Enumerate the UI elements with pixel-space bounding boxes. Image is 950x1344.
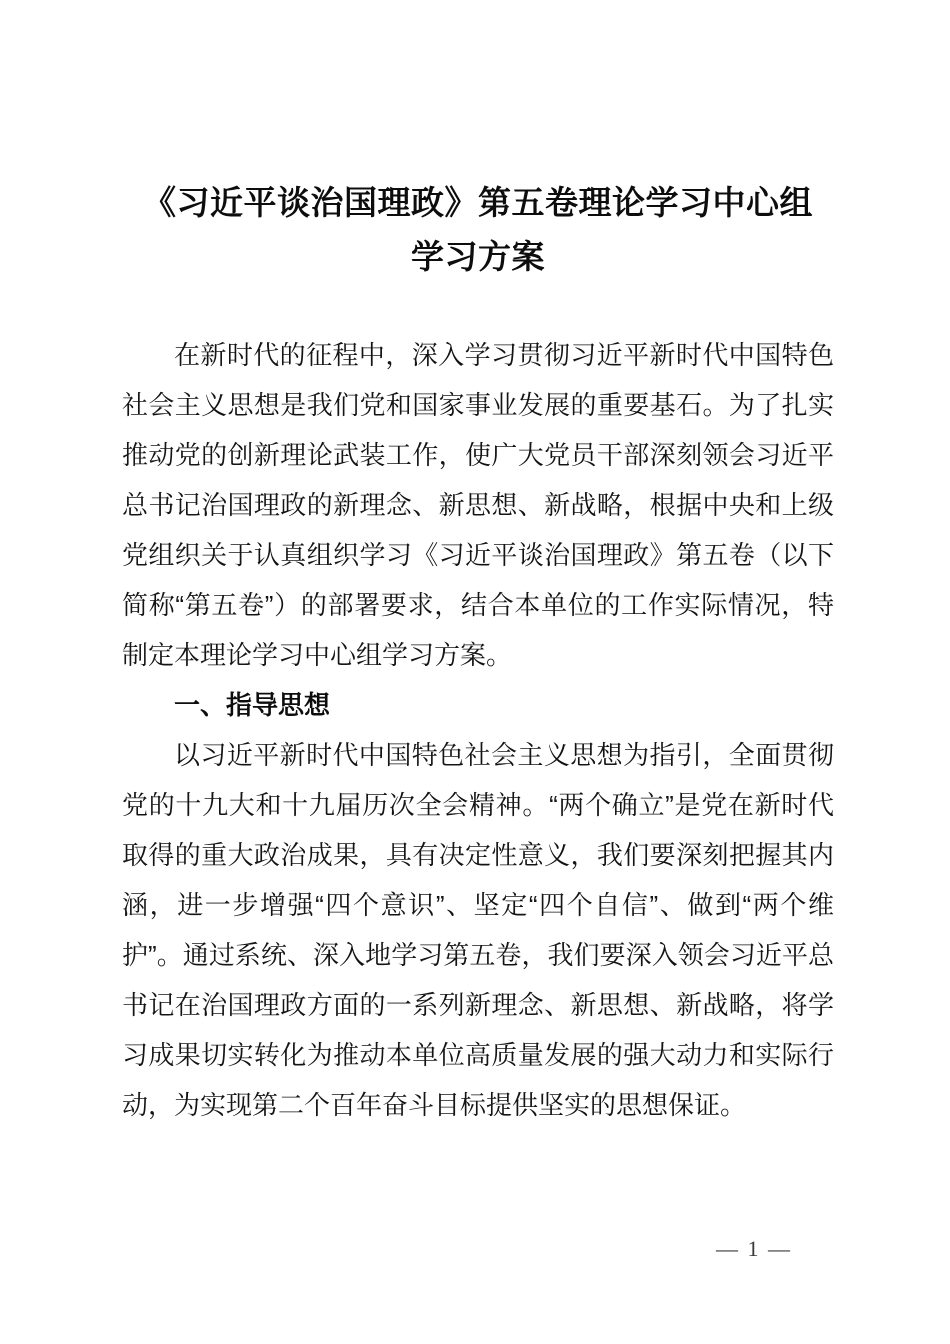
paragraph-introduction: 在新时代的征程中，深入学习贯彻习近平新时代中国特色社会主义思想是我们党和国家事业发展的重要基石。为了扎实推动党的创新理论武装工作，使广大党员干部深刻领会习近平总书记治国理政的新理念、新思想、新战略，根据中央和上级党组织关于认真组织学习《习近平谈治国理政》第五卷（以下简称“第五卷”）的部署要求，结合本单位的工作实际情况，特制定本理论学习中心组学习方案。	[122, 340, 834, 670]
title-line-1: 《习近平谈治国理政》第五卷理论学习中心组	[143, 184, 813, 221]
title-line-2: 学习方案	[411, 238, 545, 275]
section-heading-guiding-ideology: 一、指导思想	[174, 690, 331, 720]
page-number: — 1 —	[716, 1236, 792, 1261]
document-title	[122, 176, 834, 284]
paragraph-guiding-ideology-body: 以习近平新时代中国特色社会主义思想为指引，全面贯彻党的十九大和十九届历次全会精神。“两个确立”是党在新时代取得的重大政治成果，具有决定性意义，我们要深刻把握其内涵，进一步增强“四个意识”、坚定“四个自信”、做到“两个维护”。通过系统、深入地学习第五卷，我们要深入领会习近平总书记在治国理政方面的一系列新理念、新思想、新战略，将学习成果切实转化为推动本单位高质量发展的强大动力和实际行动，为实现第二个百年奋斗目标提供坚实的思想保证。	[122, 740, 834, 1120]
document-content	[122, 176, 834, 1130]
